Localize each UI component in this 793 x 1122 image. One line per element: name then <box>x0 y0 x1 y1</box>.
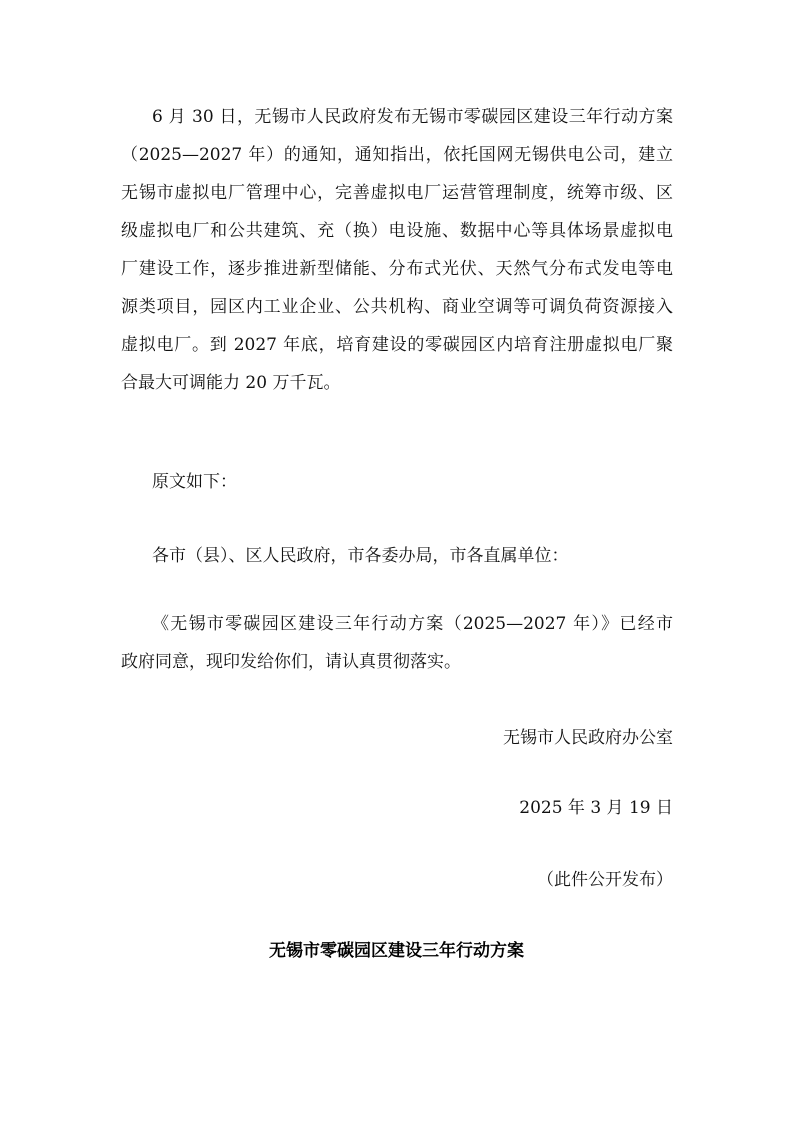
intro-line-8: 合最大可调能力 20 万千瓦。 <box>121 373 341 393</box>
intro-line-2: （2025—2027 年）的通知，通知指出，依托国网无锡供电公司，建立 <box>121 145 673 165</box>
addressee-line: 各市（县）、区人民政府，市各委办局，市各直属单位： <box>152 546 569 566</box>
intro-line-5: 厂建设工作，逐步推进新型储能、分布式光伏、天然气分布式发电等电 <box>121 259 673 279</box>
intro-line-1: 6 月 30 日，无锡市人民政府发布无锡市零碳园区建设三年行动方案 <box>152 107 673 127</box>
plan-title: 无锡市零碳园区建设三年行动方案 <box>269 941 524 961</box>
issuer-name: 无锡市人民政府办公室 <box>503 728 673 748</box>
intro-line-7: 虚拟电厂。到 2027 年底，培育建设的零碳园区内培育注册虚拟电厂聚 <box>121 335 673 355</box>
notice-line-2: 政府同意，现印发给你们，请认真贯彻落实。 <box>121 652 461 672</box>
intro-line-6: 源类项目，园区内工业企业、公共机构、商业空调等可调负荷资源接入 <box>121 297 673 317</box>
original-text-label: 原文如下： <box>152 472 237 492</box>
intro-line-4: 级虚拟电厂和公共建筑、充（换）电设施、数据中心等具体场景虚拟电 <box>121 221 673 241</box>
notice-line-1: 《无锡市零碳园区建设三年行动方案（2025—2027 年）》已经市 <box>152 614 673 634</box>
disclosure-note: （此件公开发布） <box>537 870 673 890</box>
intro-line-3: 无锡市虚拟电厂管理中心，完善虚拟电厂运营管理制度，统筹市级、区 <box>121 183 673 203</box>
issue-date: 2025 年 3 月 19 日 <box>519 798 673 818</box>
